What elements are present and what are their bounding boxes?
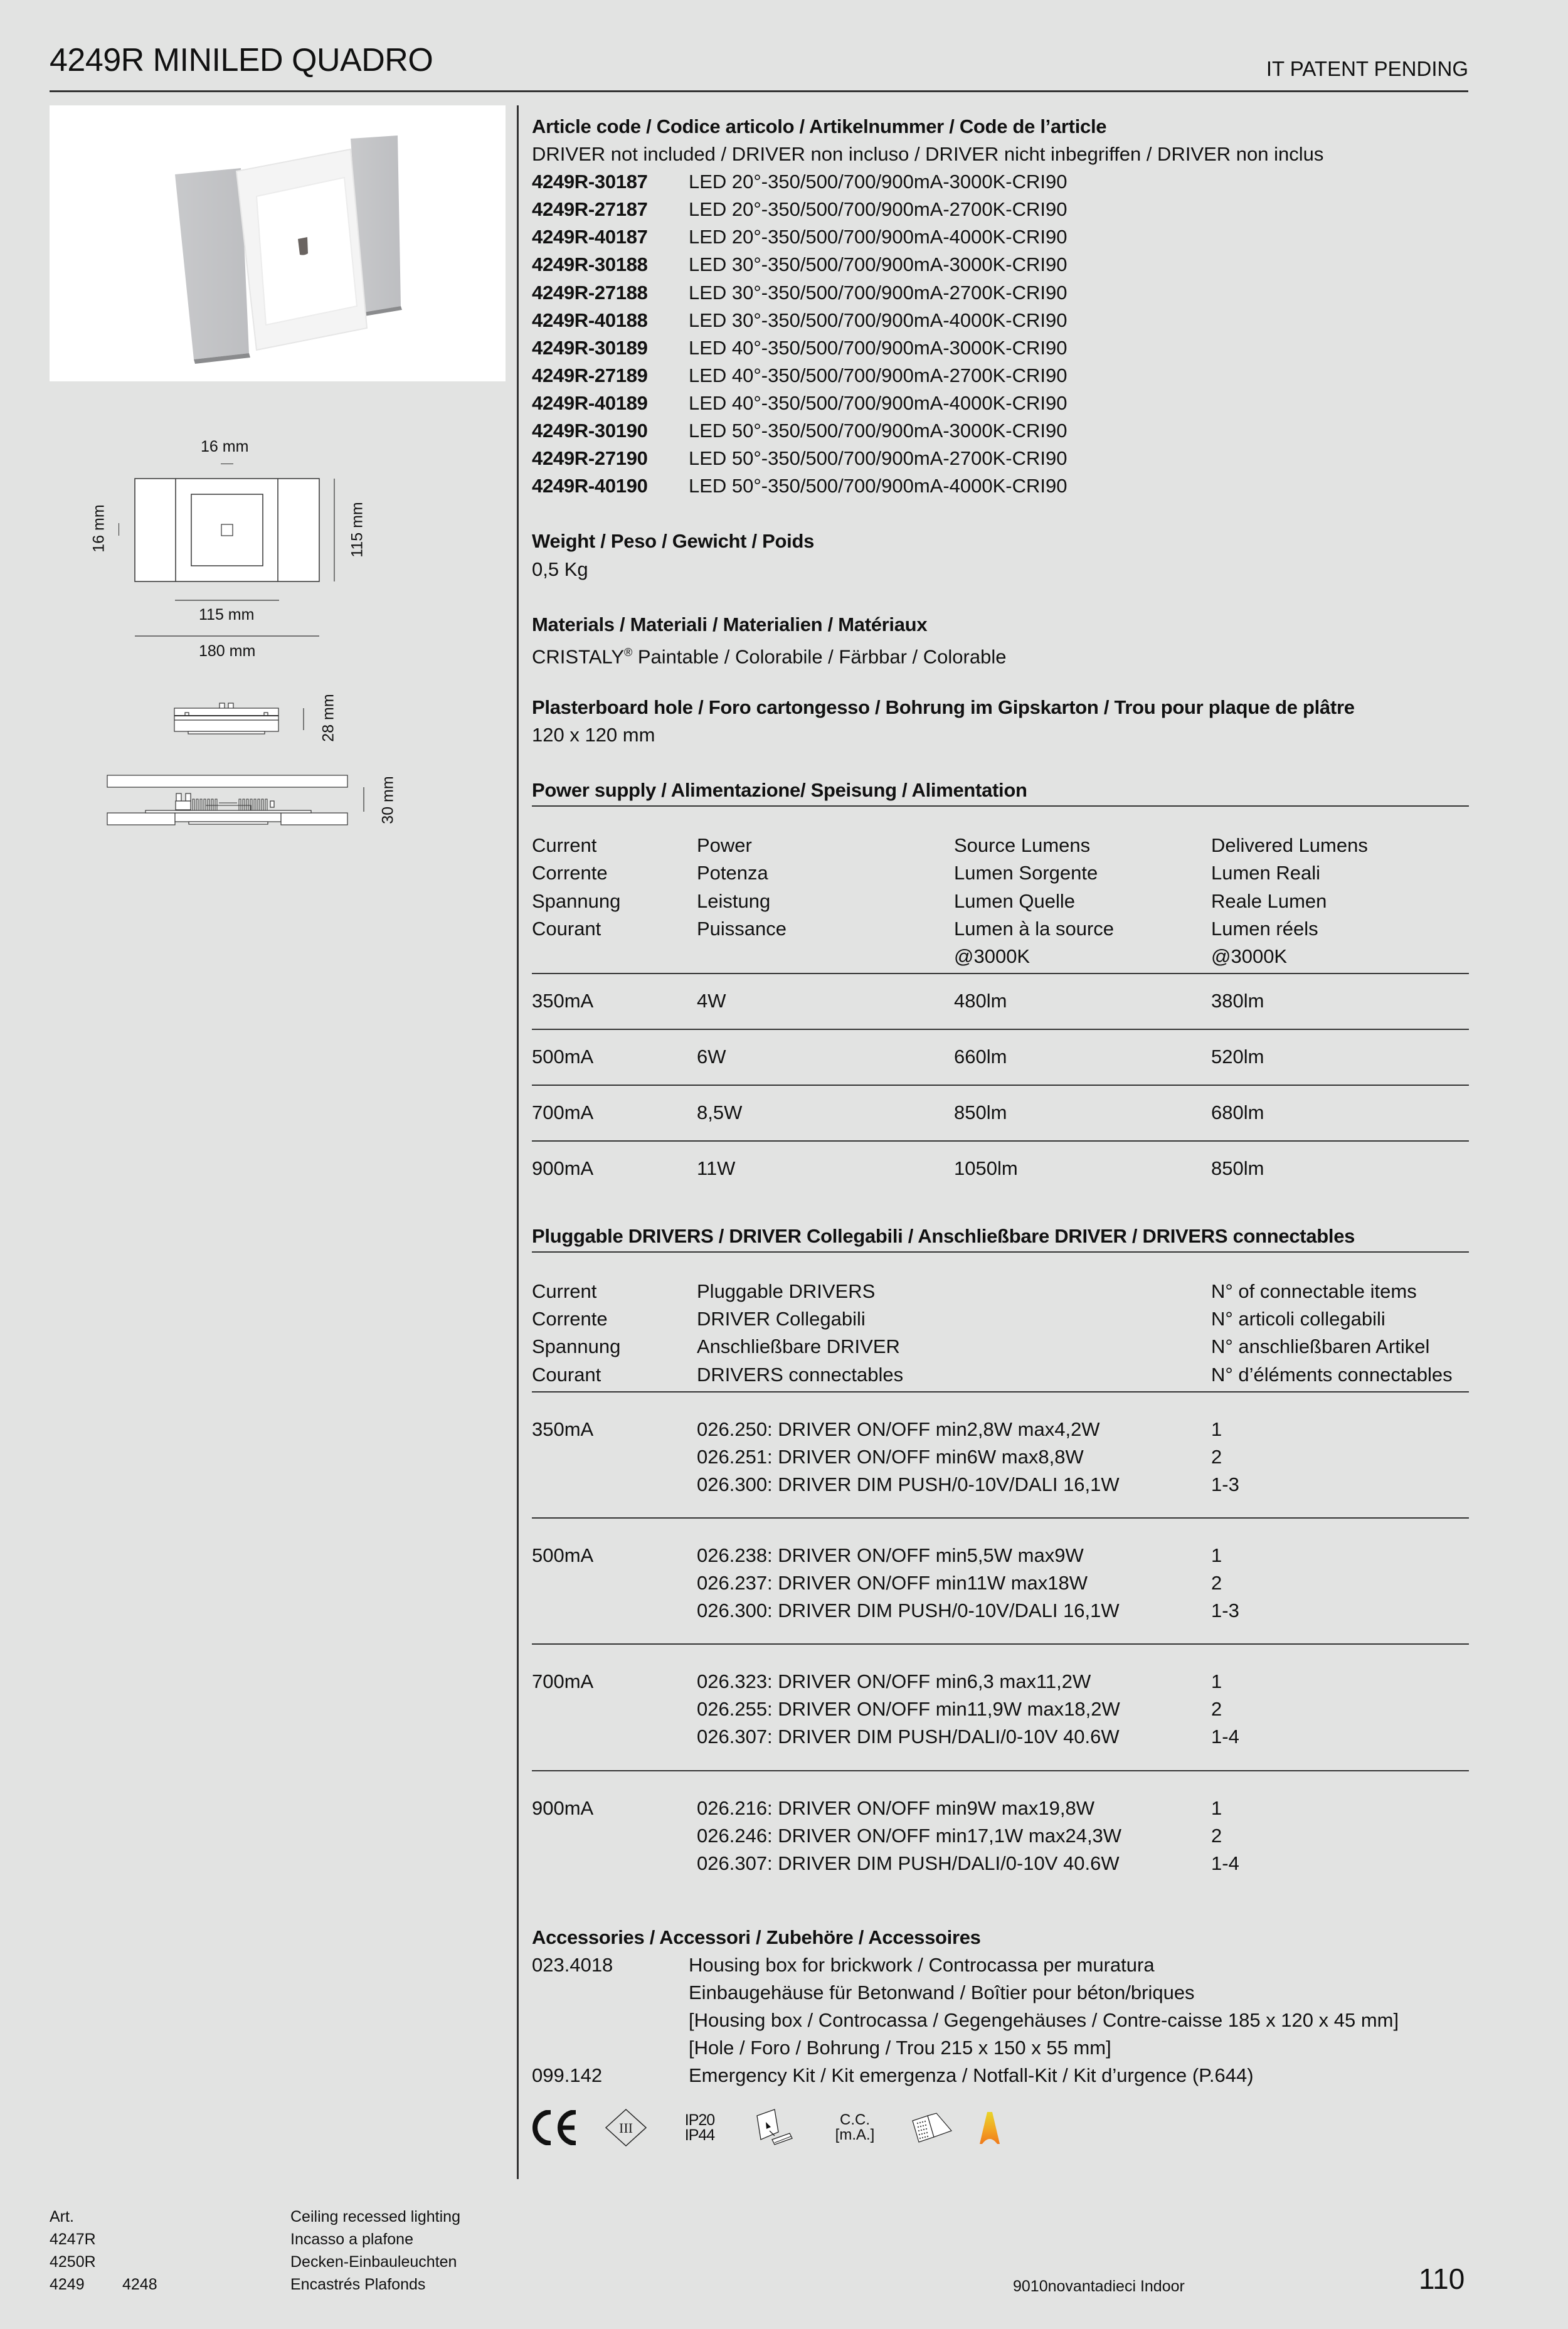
power-cell: 1050lm: [954, 1157, 1018, 1180]
accessory-row: [532, 2007, 1469, 2034]
light-beam-icon: [971, 2103, 1009, 2153]
power-cell: 700mA: [532, 1101, 594, 1123]
driver-row: [532, 1416, 1469, 1443]
dim-profile-height-1: 28 mm: [319, 694, 337, 742]
article-code: 4249R-40187: [532, 226, 648, 248]
column-divider: [517, 105, 519, 2179]
dim-top-width: 16 mm: [201, 438, 249, 455]
driver-current: [532, 1695, 697, 1723]
driver-group: [532, 1645, 1469, 1769]
driver-current: [532, 1822, 697, 1850]
article-row: [532, 417, 1469, 445]
header-label: Spannung: [532, 1335, 621, 1358]
article-row: [532, 223, 1469, 251]
article-code: 4249R-30188: [532, 253, 648, 276]
driver-name: 026.237: DRIVER ON/OFF min11W max18W: [697, 1572, 1088, 1594]
footer-art-code: 4248: [122, 2276, 157, 2293]
driver-current: 700mA: [532, 1670, 594, 1693]
driver-current: 350mA: [532, 1418, 594, 1440]
article-section: [532, 113, 1469, 500]
material-brand: CRISTALY: [532, 645, 624, 668]
accessory-description: [Housing box / Controcassa / Gegengehäuses / Contre-caisse 185 x 120 x 45 mm]: [689, 2009, 1399, 2032]
drivers-table-body: [532, 1393, 1469, 1896]
header-label: Lumen Reali: [1211, 862, 1321, 884]
footer-brand: 9010novantadieci Indoor: [1013, 2278, 1185, 2295]
driver-row: [532, 1597, 1469, 1625]
accessory-code: 023.4018: [532, 1953, 613, 1976]
driver-name: 026.216: DRIVER ON/OFF min9W max19,8W: [697, 1796, 1094, 1819]
driver-count: 1: [1211, 1670, 1222, 1693]
footer-category: Encastrés Plafonds: [290, 2276, 426, 2293]
footer-art-code: 4250R: [50, 2253, 96, 2271]
article-description: LED 40°-350/500/700/900mA-2700K-CRI90: [689, 364, 1067, 386]
article-code: 4249R-30187: [532, 171, 648, 193]
power-header-cell: [1211, 832, 1469, 970]
power-cell: 11W: [697, 1157, 736, 1180]
article-row: [532, 362, 1469, 390]
ip-rating-top: IP20: [684, 2111, 715, 2130]
driver-group: [532, 1393, 1469, 1517]
power-row: [532, 1142, 1469, 1196]
header-label: Corrente: [532, 1308, 608, 1330]
driver-count: 1: [1211, 1796, 1222, 1819]
accessory-row: [532, 2062, 1469, 2089]
hole-section: [532, 694, 1469, 749]
driver-count: 1-3: [1211, 1473, 1239, 1495]
driver-count: 1-3: [1211, 1600, 1239, 1622]
power-header-cell: [532, 832, 697, 970]
article-description: LED 30°-350/500/700/900mA-4000K-CRI90: [689, 309, 1067, 331]
article-description: LED 50°-350/500/700/900mA-2700K-CRI90: [689, 447, 1067, 470]
accessory-row: [532, 1951, 1469, 1979]
driver-group: [532, 1519, 1469, 1643]
header-label: Pluggable DRIVERS: [697, 1280, 876, 1303]
power-row: [532, 974, 1469, 1029]
driver-name: 026.251: DRIVER ON/OFF min6W max8,8W: [697, 1445, 1084, 1468]
material-finish: Paintable / Colorabile / Färbbar / Colorable: [632, 645, 1007, 668]
article-code: 4249R-27189: [532, 364, 648, 386]
header-label: Source Lumens: [954, 834, 1091, 857]
driver-row: [532, 1542, 1469, 1569]
power-header-cell: [697, 832, 954, 970]
power-row: [532, 1030, 1469, 1085]
article-row: [532, 251, 1469, 279]
page-number: 110: [1419, 2263, 1465, 2295]
article-code: 4249R-27188: [532, 281, 648, 304]
driver-row: [532, 1471, 1469, 1499]
accessory-code: [532, 1979, 689, 2007]
accessory-description: Emergency Kit / Kit emergenza / Notfall-Kit / Kit d’urgence (P.644): [689, 2064, 1254, 2087]
header-label: Power: [697, 834, 752, 857]
header-label: Lumen Sorgente: [954, 862, 1098, 884]
article-heading: Article code / Codice articolo / Artikelnummer / Code de l’article: [532, 115, 1107, 137]
driver-current: [532, 1723, 697, 1751]
header-label: [532, 943, 697, 970]
header-label: Courant: [532, 1363, 601, 1386]
driver-note: DRIVER not included / DRIVER non incluso / DRIVER nicht inbegriffen / DRIVER non inclus: [532, 143, 1324, 166]
header-label: Potenza: [697, 862, 768, 884]
driver-count: 2: [1211, 1824, 1222, 1847]
drivers-table-header: [532, 1278, 1469, 1388]
front-view-drawing: [82, 427, 395, 665]
article-row: [532, 196, 1469, 223]
driver-row: [532, 1695, 1469, 1723]
accessory-code: [532, 2034, 689, 2062]
spec-column: [532, 113, 1469, 2156]
power-cell: 500mA: [532, 1045, 594, 1068]
registered-mark: ®: [624, 645, 633, 659]
power-cell: 350mA: [532, 989, 594, 1012]
driver-current: 500mA: [532, 1544, 594, 1566]
drivers-header-cell: [1211, 1278, 1469, 1388]
ce-mark-icon: [532, 2103, 588, 2153]
header-label: Anschließbare DRIVER: [697, 1335, 900, 1358]
dim-left-height: 16 mm: [90, 504, 108, 553]
driver-name: 026.255: DRIVER ON/OFF min11,9W max18,2W: [697, 1698, 1120, 1721]
hole-heading: Plasterboard hole / Foro cartongesso / Bohrung im Gipskarton / Trou pour plaque de plâtre: [532, 696, 1355, 718]
driver-name: 026.323: DRIVER ON/OFF min6,3 max11,2W: [697, 1670, 1091, 1693]
article-row: [532, 279, 1469, 307]
power-row: [532, 1086, 1469, 1140]
accessory-description: Einbaugehäuse für Betonwand / Boîtier pour béton/briques: [689, 1981, 1195, 2003]
power-cell: 520lm: [1211, 1045, 1264, 1068]
accessory-code: 099.142: [532, 2064, 603, 2087]
power-cell: 680lm: [1211, 1101, 1264, 1123]
article-code: 4249R-27190: [532, 447, 648, 470]
driver-count: 2: [1211, 1698, 1222, 1721]
materials-heading: Materials / Materiali / Materialien / Matériaux: [532, 613, 928, 635]
header-label: N° of connectable items: [1211, 1280, 1417, 1303]
driver-count: 1: [1211, 1544, 1222, 1566]
header-label: DRIVERS connectables: [697, 1363, 904, 1386]
power-section: [532, 777, 1469, 1196]
driver-name: 026.300: DRIVER DIM PUSH/0-10V/DALI 16,1W: [697, 1600, 1120, 1622]
driver-row: [532, 1850, 1469, 1877]
header-label: Leistung: [697, 889, 771, 912]
driver-current: [532, 1597, 697, 1625]
header-label: Current: [532, 834, 597, 857]
article-code: 4249R-30189: [532, 336, 648, 359]
article-row: [532, 307, 1469, 334]
header-label: N° articoli collegabili: [1211, 1308, 1385, 1330]
header-label: Spannung: [532, 889, 621, 912]
footer-art-code: 4249: [50, 2276, 85, 2293]
footer-category: Incasso a plafone: [290, 2231, 413, 2248]
drivers-heading: Pluggable DRIVERS / DRIVER Collegabili / Anschließbare DRIVER / DRIVERS connectables: [532, 1225, 1355, 1248]
drivers-header-cell: [532, 1278, 697, 1388]
article-description: LED 20°-350/500/700/900mA-2700K-CRI90: [689, 198, 1067, 221]
article-row: [532, 445, 1469, 472]
power-cell: 8,5W: [697, 1101, 743, 1123]
driver-current: [532, 1443, 697, 1471]
article-row: [532, 168, 1469, 196]
header-label: Delivered Lumens: [1211, 834, 1368, 857]
article-code: 4249R-40188: [532, 309, 648, 331]
installation-icon: [736, 2103, 817, 2153]
paintable-plaster-icon: [893, 2103, 971, 2153]
article-code: 4249R-40190: [532, 475, 648, 497]
power-table-body: [532, 974, 1469, 1196]
header-label: Lumen Quelle: [954, 889, 1076, 912]
power-cell: 480lm: [954, 989, 1007, 1012]
footer-art-code: 4247R: [50, 2231, 96, 2248]
driver-current: [532, 1850, 697, 1877]
header-label: N° d’éléments connectables: [1211, 1363, 1453, 1386]
patent-label: IT PATENT PENDING: [1266, 57, 1468, 80]
article-description: LED 40°-350/500/700/900mA-4000K-CRI90: [689, 391, 1067, 414]
ip-rating-icon: [664, 2103, 736, 2153]
weight-section: [532, 528, 1469, 583]
accessories-list: [532, 1951, 1469, 2089]
weight-value: 0,5 Kg: [532, 558, 588, 580]
side-profile-outline: [94, 677, 408, 841]
driver-row: [532, 1723, 1469, 1751]
power-cell: 660lm: [954, 1045, 1007, 1068]
accessories-heading: Accessories / Accessori / Zubehöre / Accessoires: [532, 1926, 981, 1948]
article-description: LED 50°-350/500/700/900mA-4000K-CRI90: [689, 475, 1067, 497]
driver-count: 2: [1211, 1445, 1222, 1468]
power-heading: Power supply / Alimentazione/ Speisung / Alimentation: [532, 779, 1027, 802]
svg-text:III: III: [619, 2120, 633, 2136]
constant-current-icon: [817, 2103, 893, 2153]
power-cell: 850lm: [1211, 1157, 1264, 1180]
article-code: 4249R-27187: [532, 198, 648, 221]
driver-current: [532, 1471, 697, 1499]
cc-top: C.C.: [840, 2111, 870, 2129]
materials-section: [532, 611, 1469, 666]
driver-count: 1-4: [1211, 1726, 1239, 1748]
footer-category: Ceiling recessed lighting: [290, 2208, 460, 2226]
article-description: LED 50°-350/500/700/900mA-3000K-CRI90: [689, 420, 1067, 442]
driver-row: [532, 1569, 1469, 1597]
power-header-cell: [954, 832, 1211, 970]
driver-row: [532, 1795, 1469, 1822]
power-cell: 850lm: [954, 1101, 1007, 1123]
header-label: @3000K: [954, 945, 1030, 967]
article-list: [532, 168, 1469, 500]
header-label: Lumen à la source: [954, 917, 1115, 940]
driver-current: [532, 1569, 697, 1597]
header-label: [697, 943, 954, 970]
header-label: Courant: [532, 917, 601, 940]
hole-value: 120 x 120 mm: [532, 724, 655, 746]
accessory-row: [532, 1979, 1469, 2007]
materials-value: [532, 639, 1469, 666]
cc-bottom: [m.A.]: [835, 2126, 875, 2144]
accessory-row: [532, 2034, 1469, 2062]
accessory-code: [532, 2007, 689, 2034]
driver-row: [532, 1668, 1469, 1695]
page-title: 4249R MINILED QUADRO: [50, 42, 433, 78]
driver-count: 2: [1211, 1572, 1222, 1594]
driver-name: 026.238: DRIVER ON/OFF min5,5W max9W: [697, 1544, 1084, 1566]
header-label: DRIVER Collegabili: [697, 1308, 866, 1330]
accessory-description: Housing box for brickwork / Controcassa per muratura: [689, 1953, 1155, 1976]
header-divider: [50, 90, 1468, 92]
dim-profile-height-2: 30 mm: [379, 776, 397, 824]
power-cell: 380lm: [1211, 989, 1264, 1012]
dim-overall-width: 180 mm: [199, 642, 256, 660]
power-cell: 900mA: [532, 1157, 594, 1180]
accessory-description: [Hole / Foro / Bohrung / Trou 215 x 150 x 55 mm]: [689, 2037, 1111, 2059]
drivers-header-cell: [697, 1278, 1211, 1388]
footer-category: Decken-Einbauleuchten: [290, 2253, 457, 2271]
header-label: N° anschließbaren Artikel: [1211, 1335, 1430, 1358]
header-label: Lumen réels: [1211, 917, 1318, 940]
product-image-icon: [50, 105, 506, 381]
driver-name: 026.300: DRIVER DIM PUSH/0-10V/DALI 16,1W: [697, 1473, 1120, 1495]
header-label: Puissance: [697, 917, 787, 940]
driver-row: [532, 1443, 1469, 1471]
ip-rating-bottom: IP44: [684, 2126, 715, 2145]
article-description: LED 30°-350/500/700/900mA-3000K-CRI90: [689, 253, 1067, 276]
accessories-section: [532, 1924, 1469, 2090]
dim-right-height: 115 mm: [348, 502, 366, 558]
article-row: [532, 334, 1469, 362]
article-description: LED 20°-350/500/700/900mA-3000K-CRI90: [689, 171, 1067, 193]
class-iii-icon: [588, 2103, 664, 2153]
driver-name: 026.307: DRIVER DIM PUSH/DALI/0-10V 40.6W: [697, 1726, 1120, 1748]
driver-name: 026.307: DRIVER DIM PUSH/DALI/0-10V 40.6W: [697, 1852, 1120, 1874]
driver-name: 026.250: DRIVER ON/OFF min2,8W max4,2W: [697, 1418, 1100, 1440]
article-row: [532, 390, 1469, 417]
article-code: 4249R-40189: [532, 391, 648, 414]
footer-art-label: Art.: [50, 2208, 74, 2226]
weight-heading: Weight / Peso / Gewicht / Poids: [532, 530, 815, 553]
driver-name: 026.246: DRIVER ON/OFF min17,1W max24,3W: [697, 1824, 1122, 1847]
driver-count: 1-4: [1211, 1852, 1239, 1874]
header-label: Current: [532, 1280, 597, 1303]
drivers-section: [532, 1223, 1469, 1896]
dim-inner-width: 115 mm: [199, 606, 255, 623]
header-label: Corrente: [532, 862, 608, 884]
driver-current: 900mA: [532, 1796, 594, 1819]
power-cell: 6W: [697, 1045, 726, 1068]
driver-count: 1: [1211, 1418, 1222, 1440]
header-label: @3000K: [1211, 945, 1288, 967]
side-profile-drawing: [94, 677, 408, 841]
article-row: [532, 472, 1469, 500]
article-description: LED 40°-350/500/700/900mA-3000K-CRI90: [689, 336, 1067, 359]
header-label: Reale Lumen: [1211, 889, 1327, 912]
certification-icons: [532, 2099, 1469, 2156]
power-cell: 4W: [697, 989, 726, 1012]
article-description: LED 30°-350/500/700/900mA-2700K-CRI90: [689, 281, 1067, 304]
article-code: 4249R-30190: [532, 420, 648, 442]
article-description: LED 20°-350/500/700/900mA-4000K-CRI90: [689, 226, 1067, 248]
product-photo: [50, 105, 506, 381]
driver-group: [532, 1771, 1469, 1896]
power-table-header: [532, 832, 1469, 970]
driver-row: [532, 1822, 1469, 1850]
